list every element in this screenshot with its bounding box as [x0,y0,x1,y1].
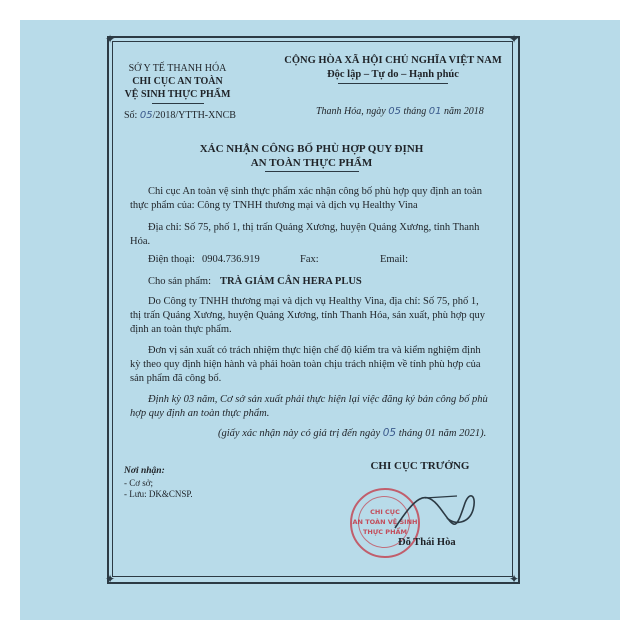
recipient-item: - Cơ sở; [124,478,154,488]
reference-number [124,109,236,122]
recipient-item: - Lưu: DK&CNSP. [124,489,193,499]
country-name: CỘNG HÒA XÃ HỘI CHỦ NGHĨA VIỆT NAM [284,55,502,66]
product-name: TRÀ GIẢM CÂN HERA PLUS [220,276,362,287]
email-label: Email: [380,254,408,265]
responsibility-paragraph: Đơn vị sản xuất có trách nhiệm thực hiện chế độ kiểm tra và kiểm nghiệm định kỳ theo quy định hiện hành và phải hoàn toàn chịu trách nhiệm về tính phù hợp của sản phẩm đã công bố. [130,345,481,384]
motto-underline [338,83,448,84]
producer-paragraph: Do Công ty TNHH thương mại và dịch vụ Healthy Vina, địa chỉ: Số 75, phố 1, thị trấn Quảng Xương, huyện Quảng Xương, tỉnh Thanh Hóa, sản xuất, phù hợp quy định an toàn thực phẩm. [130,296,486,335]
fax-label: Fax: [300,254,319,265]
corner-ornament: ✦ [508,32,520,46]
document-title-line2: AN TOÀN THỰC PHẨM [250,157,373,169]
validity-day: 05 [382,427,397,439]
signer-title: CHI CỤC TRƯỞNG [370,460,470,472]
phone-label: Điện thoại: [148,254,195,265]
date-month: 01 [428,106,442,117]
recipients-label: Nơi nhận: [124,466,165,476]
place-label: Thanh Hóa, ngày [316,106,386,117]
corner-ornament: ✦ [104,572,116,586]
reference-prefix: Số: [124,110,138,121]
place-date [316,105,484,118]
product-label: Cho sản phẩm: [148,276,211,287]
stamp-text: THỰC PHẨM [362,528,408,536]
title-underline [265,171,359,172]
signature-scribble [385,478,485,538]
year-label: năm 2018 [443,106,484,117]
corner-ornament: ✦ [104,32,116,46]
agency-department: SỞ Y TẾ THANH HÓA [128,63,227,74]
phone-value: 0904.736.919 [202,254,260,265]
document-title-line1: XÁC NHẬN CÔNG BỐ PHÙ HỢP QUY ĐỊNH [199,143,424,155]
stamp-text: AN TOÀN VỆ SINH [352,518,418,526]
validity-note [218,427,486,440]
validity-prefix: (giấy xác nhận này có giá trị đến ngày [218,428,381,439]
agency-name-line1: CHI CỤC AN TOÀN [132,76,223,87]
address-paragraph: Địa chỉ: Số 75, phố 1, thị trấn Quảng Xương, huyện Quảng Xương, tỉnh Thanh Hóa. [130,222,480,247]
corner-ornament: ✦ [508,572,520,586]
agency-name-line2: VỆ SINH THỰC PHẨM [124,89,231,100]
reference-suffix: /2018/YTTH-XNCB [152,110,236,121]
date-day: 05 [388,106,401,117]
validity-suffix: tháng 01 năm 2021). [398,428,487,439]
country-motto: Độc lập – Tự do – Hạnh phúc [327,69,459,80]
intro-paragraph: Chi cục An toàn vệ sinh thực phẩm xác nhận công bố phù hợp quy định an toàn thực phẩm của: Công ty TNHH thương mại và dịch vụ Healthy Vina [130,186,483,211]
reference-handwritten-number: 05 [139,110,153,121]
month-label: tháng [403,106,427,117]
periodic-paragraph: Định kỳ 03 năm, Cơ sở sản xuất phải thực hiện lại việc đăng ký bản công bố phù hợp quy định an toàn thực phẩm. [130,394,488,419]
agency-underline [152,103,204,104]
stamp-text: CHI CỤC [370,508,400,516]
signer-name: Đỗ Thái Hòa [398,537,456,548]
